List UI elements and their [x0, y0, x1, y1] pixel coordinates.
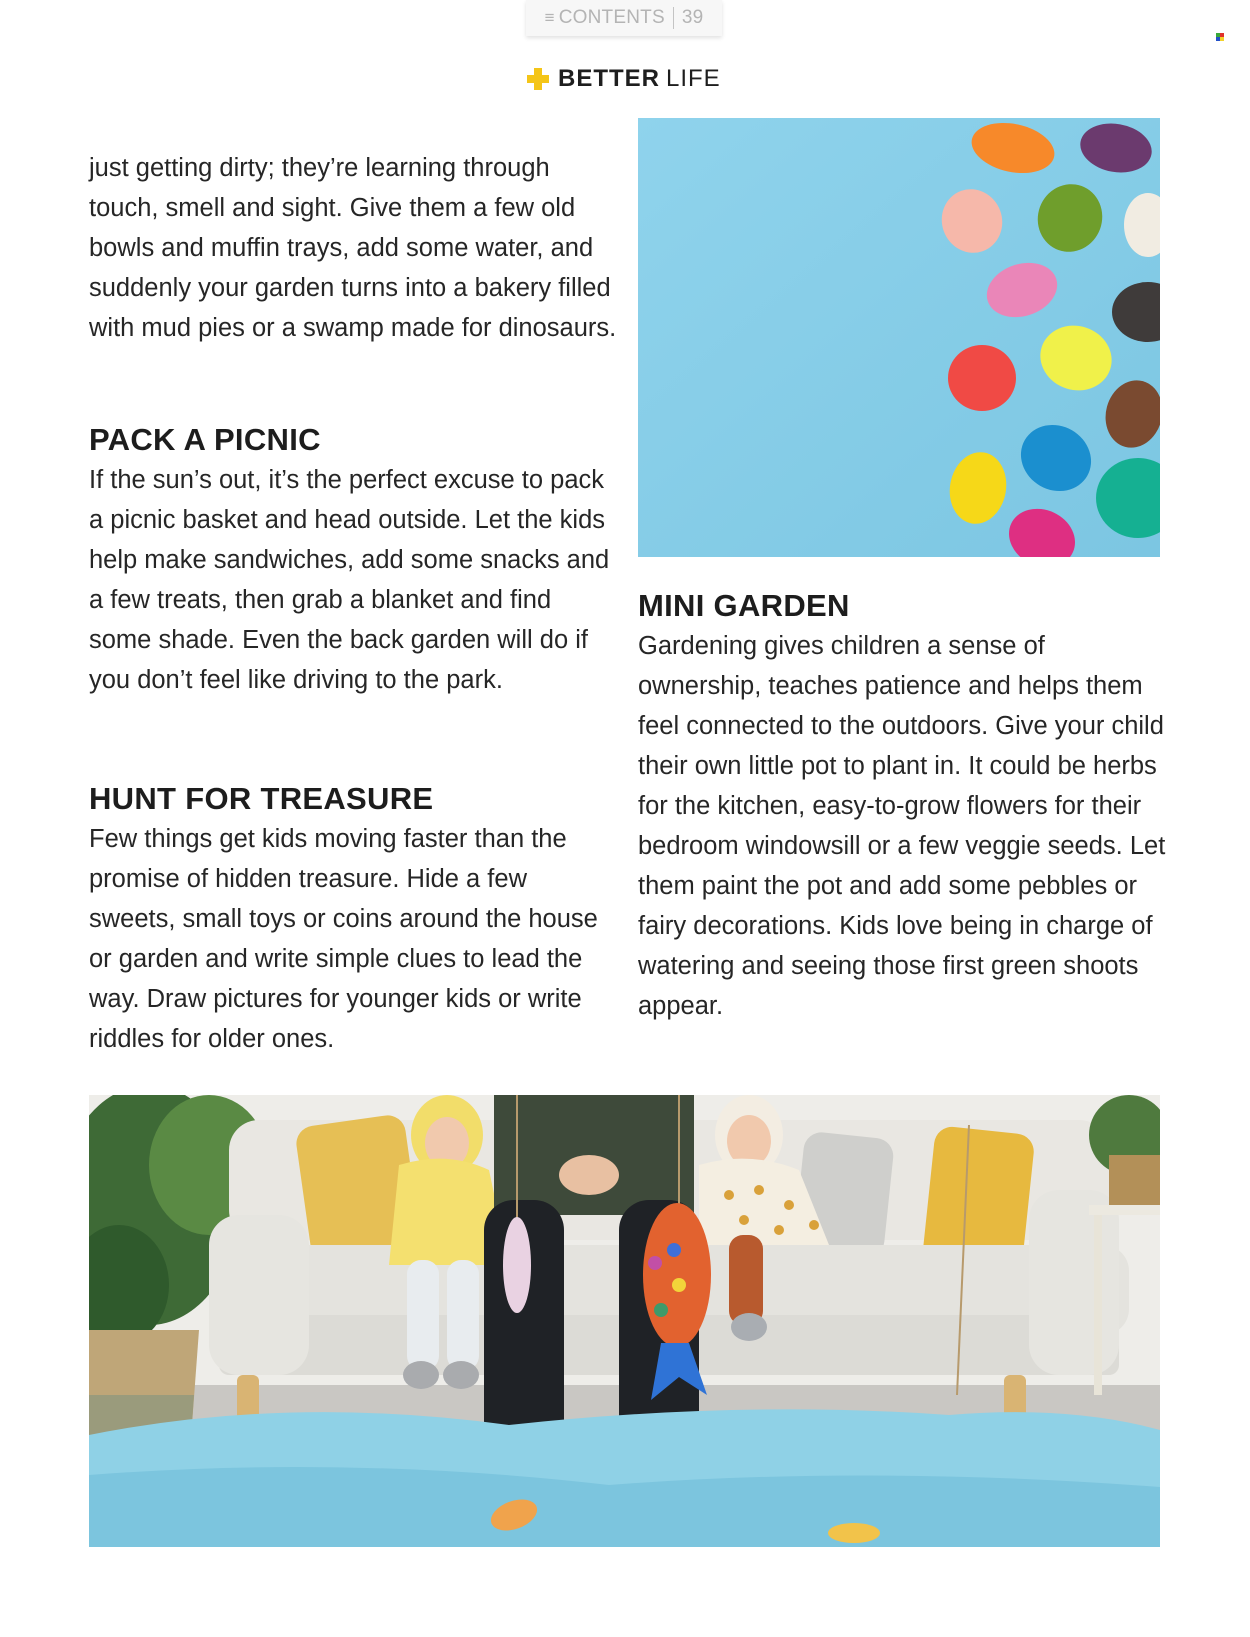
section-body: Few things get kids moving faster than the promise of hidden treasure. Hide a few sweets, small toys or coins around the house or garden and write simple clues to lead the way. Draw pictures for younger kids or write riddles for older ones.	[89, 825, 598, 1053]
article-section	[89, 420, 619, 700]
section-label	[527, 64, 721, 94]
playdough-photo	[638, 118, 1160, 557]
left-column	[89, 148, 619, 348]
divider	[673, 7, 674, 29]
section-body: Gardening gives children a sense of ownership, teaches patience and helps them feel connected to the outdoors. Give your child their own little pot to plant in. It could be herbs for the kitchen, easy-to-grow flowers for their bedroom windowsill or a few veggie seeds. Let them paint the pot and add some pebbles or fairy decorations. Kids love being in charge of watering and seeing those first green shoots appear.	[638, 632, 1166, 1020]
page-number: 39	[681, 7, 704, 28]
intro-paragraph: just getting dirty; they’re learning through touch, smell and sight. Give them a few old bowls and muffin trays, add some water, and suddenly your garden turns into a bakery filled with mud pies or a swamp made for dinosaurs.	[89, 154, 617, 342]
article-section	[638, 586, 1168, 1026]
section-heading: MINI GARDEN	[638, 588, 850, 623]
family-illustration	[89, 1095, 1160, 1547]
article-section	[89, 779, 619, 1059]
plus-icon	[527, 68, 549, 90]
contents-button[interactable]	[526, 0, 722, 36]
section-body: If the sun’s out, it’s the perfect excuse to pack a picnic basket and head outside. Let the kids help make sandwiches, add some snacks and a few treats, then grab a blanket and find some shade. Even the back garden will do if you don’t feel like driving to the park.	[89, 466, 610, 694]
section-heading: PACK A PICNIC	[89, 422, 321, 457]
section-label-bold: BETTER	[558, 65, 660, 92]
family-photo	[89, 1095, 1160, 1547]
corner-logo-icon	[1216, 33, 1224, 41]
section-heading: HUNT FOR TREASURE	[89, 781, 434, 816]
section-label-light: LIFE	[666, 65, 721, 92]
contents-label: CONTENTS	[558, 7, 665, 28]
playdough-illustration	[638, 118, 1160, 557]
menu-icon: ≡	[544, 8, 555, 27]
